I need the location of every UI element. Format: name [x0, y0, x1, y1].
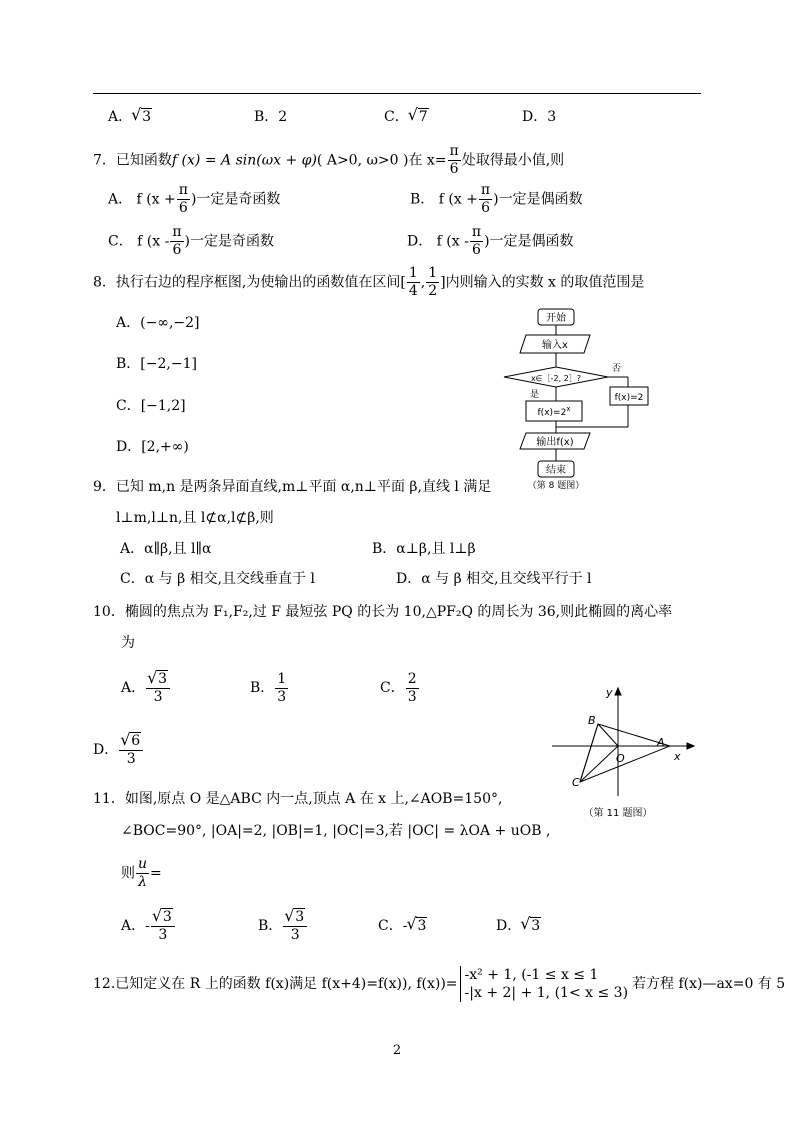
q7-stem: 7．已知函数f (x) = A sin(ωx + φ)( A>0, ω>0 )在 x= $\frac{\pi}{6}$ 处取得最小值,则 — [93, 143, 565, 177]
q9-stem: 9．已知 m,n 是两条异面直线,m⊥平面 α,n⊥平面 β,直线 l 满足 — [93, 479, 492, 495]
q10-option-b: B． $\frac{1}{3}$ — [250, 670, 287, 705]
flow-yes-label: 是 — [530, 390, 540, 400]
q11-option-c: C．-√ 3 — [378, 917, 427, 935]
q10-stem: 10．椭圆的焦点为 F₁,F₂,过 F 最短弦 PQ 的长为 10,△PF₂Q 的周长为 36,则此椭圆的离心率 — [93, 604, 673, 620]
flow-end-text: 结束 — [546, 465, 566, 476]
q9-option-d: D．α 与 β 相交,且交线平行于 l — [396, 571, 592, 587]
q8-option-b: B．[−2,−1] — [116, 356, 197, 372]
label-a: A — [657, 736, 665, 749]
q12-stem: 12.已知定义在 R 上的函数 f(x)满足 f(x+4)=f(x)), f(x))= -x² + 1, (-1 ≤ x ≤ 1 -|x + 2| + 1, (1< x ≤ 3) 若方程 f(x)—ax=0 有 5 — [93, 967, 786, 1001]
flow-no-label: 否 — [612, 364, 622, 374]
q8-flowchart — [500, 305, 660, 495]
q7-option-a: A． f (x + $\frac{\pi}{6}$ )一定是奇函数 — [108, 182, 281, 216]
q8-option-d: D．[2,+∞) — [116, 439, 189, 455]
q8-option-c: C．[−1,2] — [116, 398, 186, 414]
q10-option-d: D． √ $\frac{6}{3}$ — [93, 732, 144, 768]
label-c: C — [572, 776, 580, 789]
q9-condition: l⊥m,l⊥n,且 l⊄α,l⊄β,则 — [116, 510, 274, 526]
q9-option-b: B．α⊥β,且 l⊥β — [372, 541, 476, 557]
q11-stem: 11．如图,原点 O 是△ABC 内一点,顶点 A 在 x 上,∠AOB=150°, — [93, 791, 503, 807]
q11-ask: 则 $\frac{u}{\lambda}$ = — [121, 856, 162, 890]
q8-option-a: A．(−∞,−2] — [116, 315, 200, 331]
flow-condition-text: x∈［-2, 2］? — [530, 374, 582, 383]
y-axis-arrow — [615, 688, 621, 695]
label-y: y — [606, 686, 613, 699]
q12-piecewise: -x² + 1, (-1 ≤ x ≤ 1 -|x + 2| + 1, (1< x ≤ 3) — [460, 966, 628, 1002]
figure-caption: （第 11 题图） — [583, 808, 653, 819]
q7-option-d: D． f (x - $\frac{\pi}{6}$ )一定是偶函数 — [407, 224, 574, 258]
q9-option-c: C．α 与 β 相交,且交线垂直于 l — [120, 571, 315, 587]
flow-caption: （第 8 题图） — [527, 481, 585, 491]
q11-option-b: B． √ $\frac{3}{3}$ — [258, 908, 308, 944]
x-axis-arrow — [687, 743, 694, 749]
q10-option-c: C． $\frac{2}{3}$ — [380, 670, 417, 705]
flow-no-text: f(x)=2 — [614, 393, 644, 403]
q11-figure — [548, 684, 708, 824]
q6-option-c: C．√ 7 — [384, 108, 429, 126]
header-rule — [93, 93, 701, 94]
q6-option-a: A．√ 3 — [108, 108, 152, 126]
q11-condition: ∠BOC=90°, |OA|=2, |OB|=1, |OC|=3,若 |OC| = λOA + uOB , — [121, 823, 551, 839]
flow-yes-text: $f(x)=2^x$ — [537, 405, 571, 418]
flow-output-text: 输出f(x) — [536, 437, 574, 448]
q8-stem: 8．执行右边的程序框图,为使输出的函数值在区间[ $\frac{1}{4}$ , $\frac{1}{2}$ ]内则输入的实数 x 的取值范围是 — [93, 265, 645, 299]
label-x: x — [674, 750, 681, 763]
q7-option-c: C． f (x - $\frac{\pi}{6}$ )一定是奇函数 — [108, 224, 275, 258]
q11-option-a: A．- √ $\frac{3}{3}$ — [121, 908, 176, 944]
label-b: B — [588, 714, 596, 727]
q6-option-b: B．2 — [254, 109, 288, 125]
label-o: O — [616, 752, 625, 765]
q10-stem-cont: 为 — [121, 635, 135, 651]
q6-option-d: D．3 — [522, 109, 557, 125]
flow-input-text: 输入x — [542, 340, 568, 351]
q9-option-a: A．α∥β,且 l∥α — [120, 541, 212, 557]
q11-option-d: D．√ 3 — [496, 917, 541, 935]
q7-option-b: B． f (x + $\frac{\pi}{6}$ )一定是偶函数 — [410, 182, 583, 216]
flow-start-text: 开始 — [546, 313, 566, 324]
triangle-abc — [580, 724, 670, 782]
page-number: 2 — [392, 1043, 402, 1058]
q10-option-a: A． √ $\frac{3}{3}$ — [121, 670, 171, 706]
